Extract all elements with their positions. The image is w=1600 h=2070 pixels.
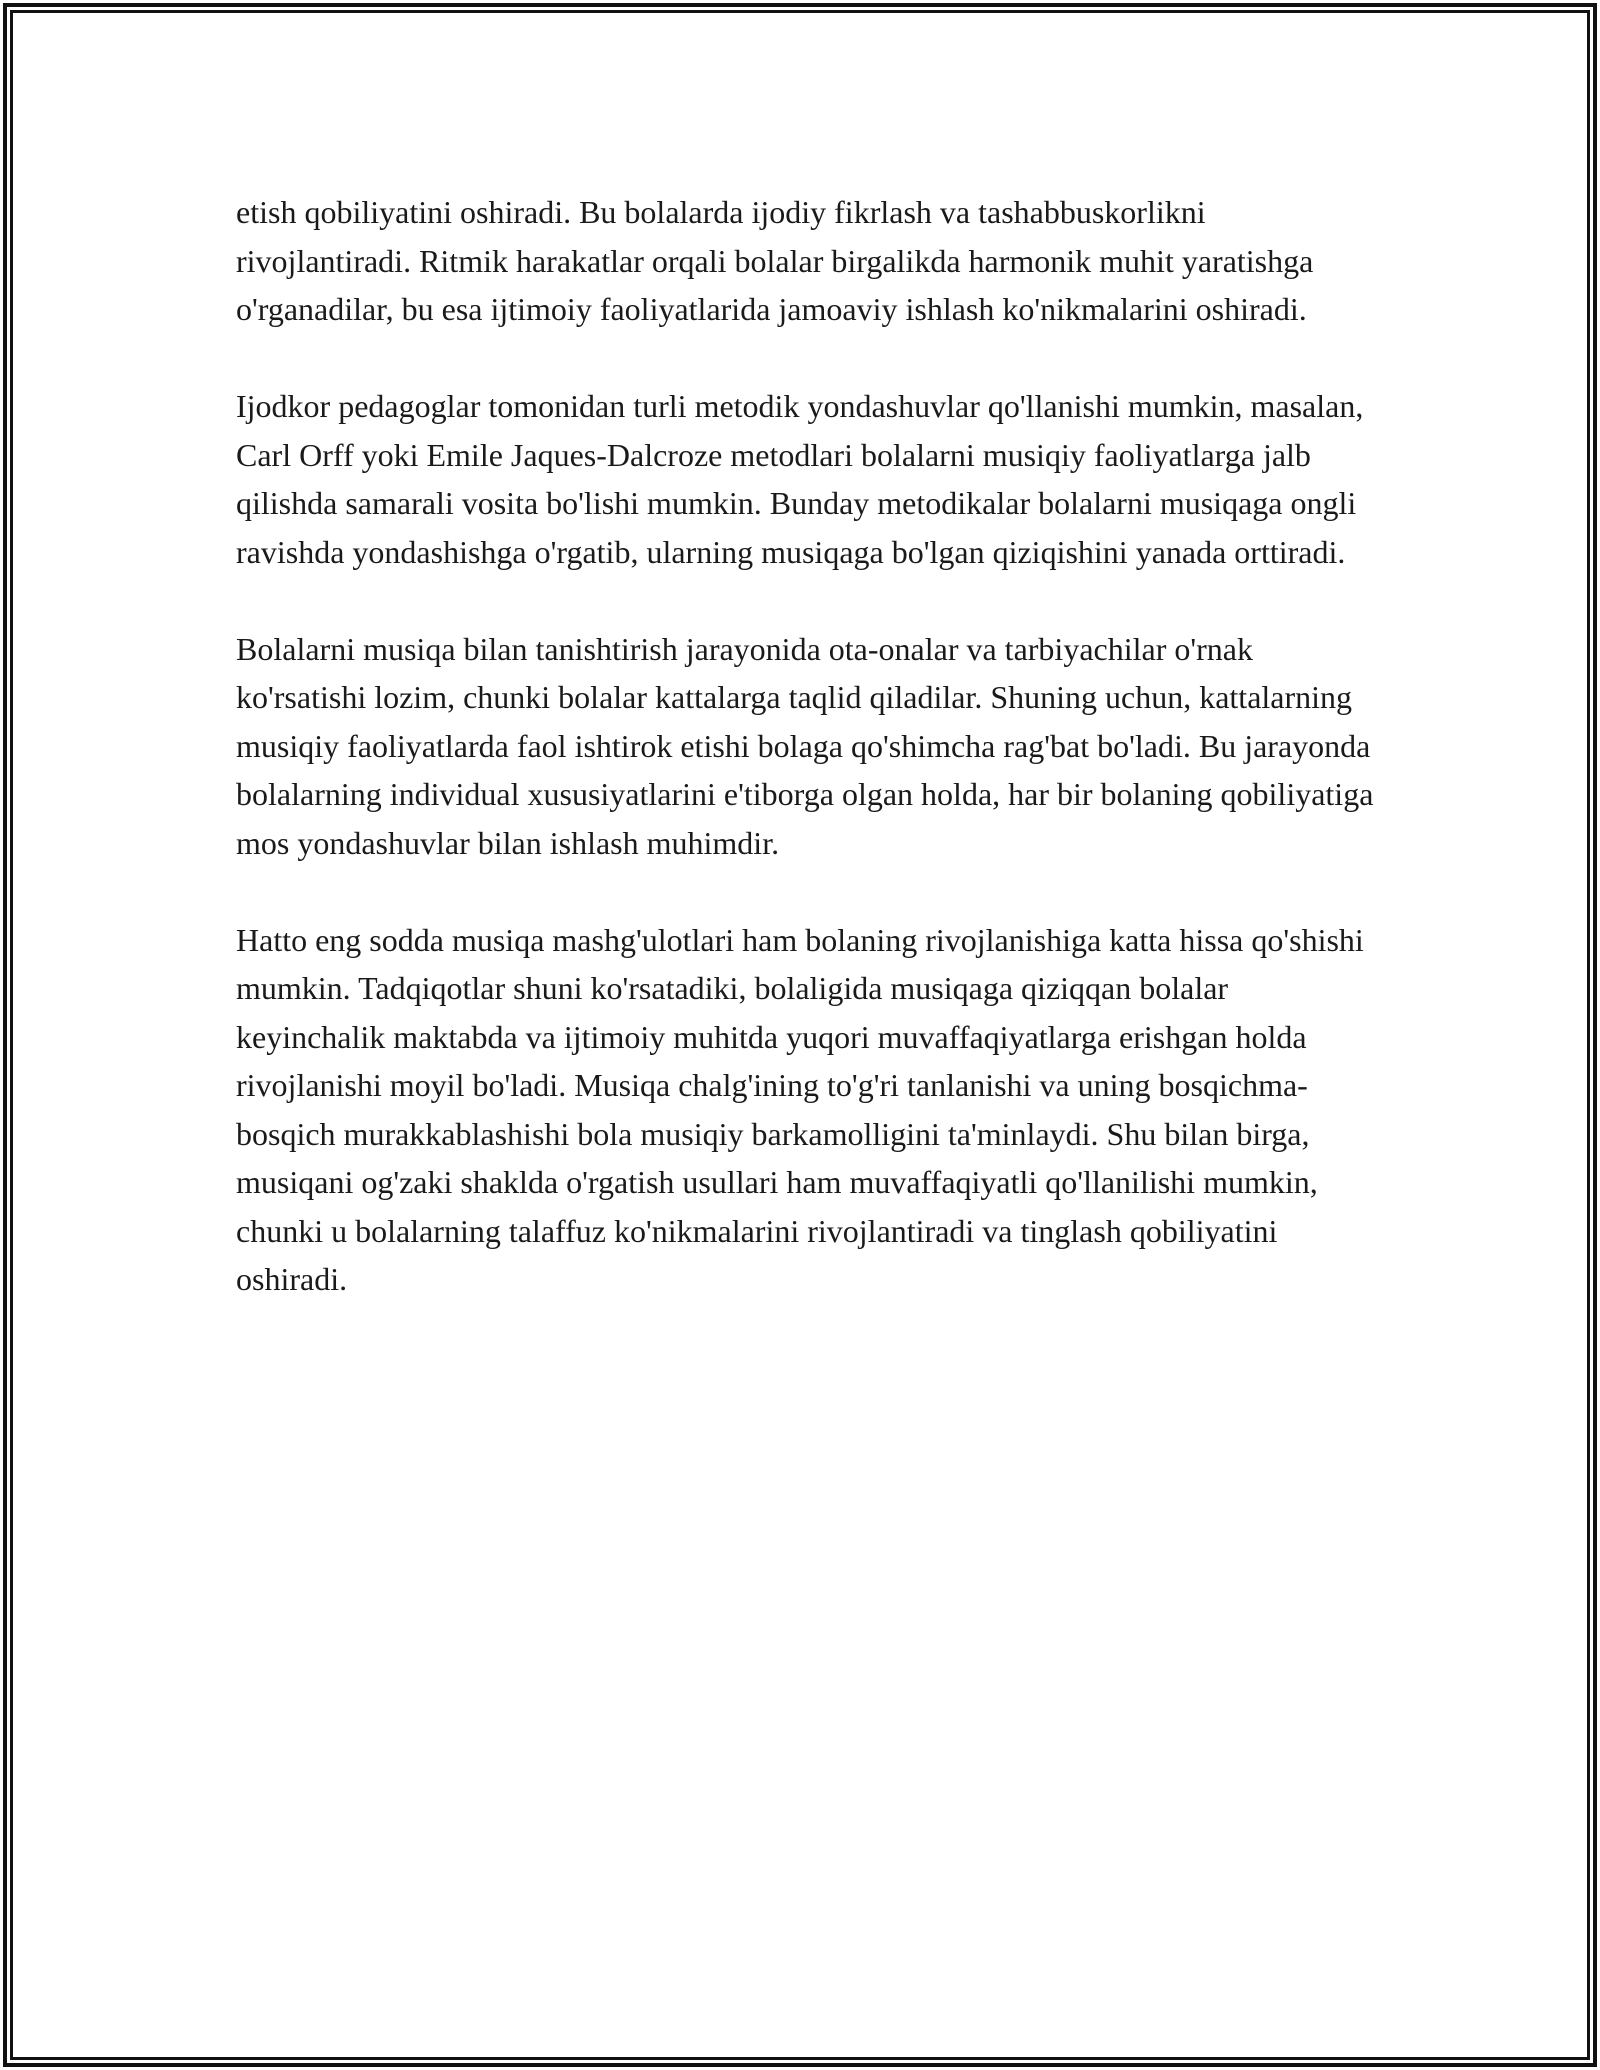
paragraph-2: Ijodkor pedagoglar tomonidan turli metodik yondashuvlar qo'llanishi mumkin, masalan, Carl Orff yoki Emile Jaques-Dalcroze metodlari bolalarni musiqiy faoliyatlarga jalb qilishda samarali vosita bo'lishi mumkin. Bunday metodikalar bolalarni musiqaga ongli ravishda yondashishga o'rgatib, ularning musiqaga bo'lgan qiziqishini yanada orttiradi. [236,388,1364,570]
paragraph-3: Bolalarni musiqa bilan tanishtirish jarayonida ota-onalar va tarbiyachilar o'rnak ko'rsatishi lozim, chunki bolalar kattalarga taqlid qiladilar. Shuning uchun, kattalarning musiqiy faoliyatlarda faol ishtirok etishi bolaga qo'shimcha rag'bat bo'ladi. Bu jarayonda bolalarning individual xususiyatlarini e'tiborga olgan holda, har bir bolaning qobiliyatiga mos yondashuvlar bilan ishlash muhimdir. [236,630,1374,861]
document-body [236,188,1376,1352]
paragraph-4: Hatto eng sodda musiqa mashg'ulotlari ham bolaning rivojlanishiga katta hissa qo'shishi mumkin. Tadqiqotlar shuni ko'rsatadiki, bolaligida musiqaga qiziqqan bolalar keyinchalik maktabda va ijtimoiy muhitda yuqori muvaffaqiyatlarga erishgan holda rivojlanishi moyil bo'ladi. Musiqa chalg'ining to'g'ri tanlanishi va uning bosqichma-bosqich murakkablashishi bola musiqiy barkamolligini ta'minlaydi. Shu bilan birga, musiqani og'zaki shaklda o'rgatish usullari ham muvaffaqiyatli qo'llanilishi mumkin, chunki u bolalarning talaffuz ko'nikmalarini rivojlantiradi va tinglash qobiliyatini oshiradi. [236,921,1364,1297]
paragraph-1: etish qobiliyatini oshiradi. Bu bolalarda ijodiy fikrlash va tashabbuskorlikni rivojlantiradi. Ritmik harakatlar orqali bolalar birgalikda harmonik muhit yaratishga o'rganadilar, bu esa ijtimoiy faoliyatlarida jamoaviy ishlash ko'nikmalarini oshiradi. [236,194,1314,327]
